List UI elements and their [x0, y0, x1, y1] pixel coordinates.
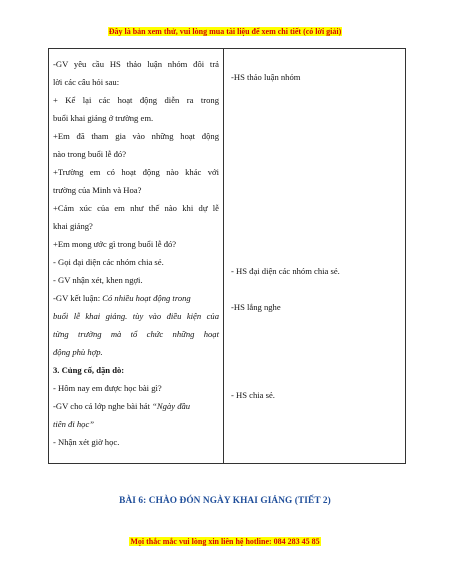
student-activity-line: - HS chia sẻ.	[231, 390, 275, 400]
text-line: +Em đã tham gia vào những hoạt động	[53, 131, 219, 141]
text-line: động phù hợp.	[53, 347, 103, 357]
text-line: tiên đi học”	[53, 419, 95, 429]
student-activity-line: -HS lắng nghe	[231, 302, 281, 312]
text-line: khai giảng?	[53, 221, 93, 231]
text-line: +Em mong ước gì trong buổi lễ đó?	[53, 239, 177, 249]
table-row	[49, 49, 406, 464]
text-line: trường của Minh và Hoa?	[53, 185, 142, 195]
text-line: -GV yêu cầu HS thảo luận nhóm đôi trả	[53, 59, 219, 69]
student-activity-line: - HS đại diện các nhóm chia sẻ.	[231, 266, 340, 276]
text-line: - GV nhận xét, khen ngợi.	[53, 275, 143, 285]
conclusion-label: -GV kết luận:	[53, 293, 103, 303]
song-intro: -GV cho cả lớp nghe bài hát	[53, 401, 153, 411]
text-line: buổi lễ khai giảng. tùy vào điều kiện của	[53, 311, 219, 321]
lesson-title: BÀI 6: CHÀO ĐÓN NGÀY KHAI GIẢNG (TIẾT 2)	[119, 496, 331, 506]
section-heading: 3. Củng cố, dặn dò:	[53, 365, 125, 375]
text-line: nào trong buổi lễ đó?	[53, 149, 127, 159]
text-line: lời các câu hỏi sau:	[53, 77, 120, 87]
student-activity-line: -HS thảo luận nhóm	[231, 72, 301, 82]
hotline-banner	[0, 537, 450, 546]
student-activities-cell	[224, 49, 406, 464]
preview-banner-text: Đây là bản xem thử, vui lòng mua tài liệu để xem chi tiết (có lời giải)	[108, 27, 342, 36]
text-line: - Hôm nay em được học bài gì?	[53, 383, 162, 393]
text-line: - Nhận xét giờ học.	[53, 437, 120, 447]
preview-banner	[0, 27, 450, 36]
conclusion-line	[49, 289, 223, 307]
text-line: từng trường mà tổ chức những hoạt	[53, 329, 219, 339]
teacher-activities-cell	[49, 49, 224, 464]
lesson-plan-table	[48, 48, 406, 464]
song-line	[49, 397, 223, 415]
text-line: +Trường em có hoạt động nào khác với	[53, 167, 219, 177]
text-line: + Kể lại các hoạt động diễn ra trong	[53, 95, 219, 105]
hotline-banner-text: Mọi thắc mắc vui lòng xin liên hệ hotline: 084 283 45 85	[130, 537, 320, 546]
text-line: buổi khai giảng ở trường em.	[53, 113, 154, 123]
text-line: - Gọi đại diện các nhóm chia sẻ.	[53, 257, 164, 267]
conclusion-text: Có nhiều hoạt động trong	[102, 293, 191, 303]
song-title: “Ngày đầu	[152, 401, 191, 411]
text-line: +Cảm xúc của em như thế nào khi dự lễ	[53, 203, 219, 213]
